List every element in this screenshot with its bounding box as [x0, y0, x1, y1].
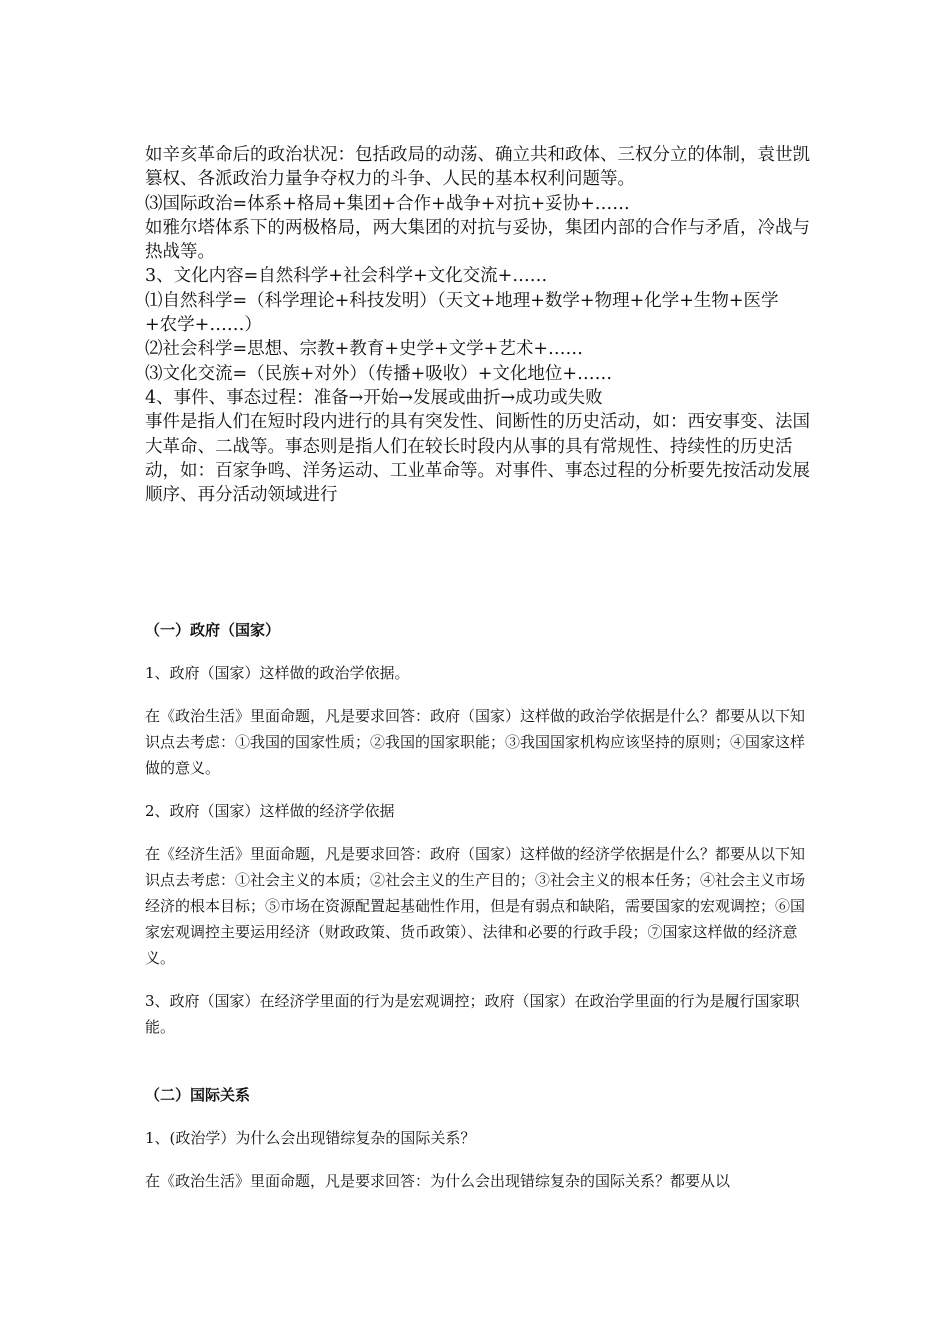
politics-notes-section [145, 617, 810, 1211]
paragraph: ⑵社会科学=思想、宗教+教育+史学+文学+艺术+…… [145, 339, 583, 360]
paragraph: ⑶文化交流=（民族+对外）（传播+吸收）+文化地位+…… [145, 363, 613, 384]
paragraph: 如辛亥革命后的政治状况：包括政局的动荡、确立共和政体、三权分立的体制，袁世凯篡权、各派政治力量争夺权力的斗争、人民的基本权利问题等。 [145, 145, 810, 190]
section-heading-international: （二）国际关系 [145, 1086, 251, 1104]
paragraph: 如雅尔塔体系下的两极格局，两大集团的对抗与妥协，集团内部的合作与矛盾，冷战与热战等。 [145, 217, 810, 263]
paragraph: 2、政府（国家）这样做的经济学依据 [145, 802, 395, 820]
paragraph: 在《政治生活》里面命题，凡是要求回答：为什么会出现错综复杂的国际关系？都要从以 [145, 1172, 731, 1190]
history-notes-section [145, 143, 810, 507]
paragraph: ⑶国际政治=体系+格局+集团+合作+战争+对抗+妥协+…… [145, 193, 630, 214]
paragraph: 3、政府（国家）在经济学里面的行为是宏观调控；政府（国家）在政治学里面的行为是履行国家职能。 [145, 992, 800, 1036]
paragraph: 事件是指人们在短时段内进行的具有突发性、间断性的历史活动，如：西安事变、法国大革命、二战等。事态则是指人们在较长时段内从事的具有常规性、持续性的历史活动，如：百家争鸣、洋务运动、工业革命等。对事件、事态过程的分析要先按活动发展顺序、再分活动领域进行 [145, 412, 810, 506]
paragraph: 1、(政治学）为什么会出现错综复杂的国际关系？ [145, 1129, 476, 1147]
paragraph: 1、政府（国家）这样做的政治学依据。 [145, 664, 410, 682]
paragraph: 4、事件、事态过程：准备→开始→发展或曲折→成功或失败 [145, 387, 603, 408]
paragraph: ⑴自然科学=（科学理论+科技发明）（天文+地理+数学+物理+化学+生物+医学+农学+……） [145, 290, 779, 336]
paragraph: 在《经济生活》里面命题，凡是要求回答：政府（国家）这样做的经济学依据是什么？都要从以下知识点去考虑：①社会主义的本质；②社会主义的生产目的；③社会主义的根本任务；④社会主义市场经济的根本目标；⑤市场在资源配置起基础性作用，但是有弱点和缺陷，需要国家的宏观调控；⑥国家宏观调控主要运用经济（财政政策、货币政策）、法律和必要的行政手段；⑦国家这样做的经济意义。 [145, 845, 806, 967]
section-heading-government: （一）政府（国家） [145, 621, 281, 639]
paragraph: 3、文化内容=自然科学+社会科学+文化交流+…… [145, 266, 548, 287]
paragraph: 在《政治生活》里面命题，凡是要求回答：政府（国家）这样做的政治学依据是什么？都要从以下知识点去考虑：①我国的国家性质；②我国的国家职能；③我国国家机构应该坚持的原则；④国家这样做的意义。 [145, 707, 806, 777]
